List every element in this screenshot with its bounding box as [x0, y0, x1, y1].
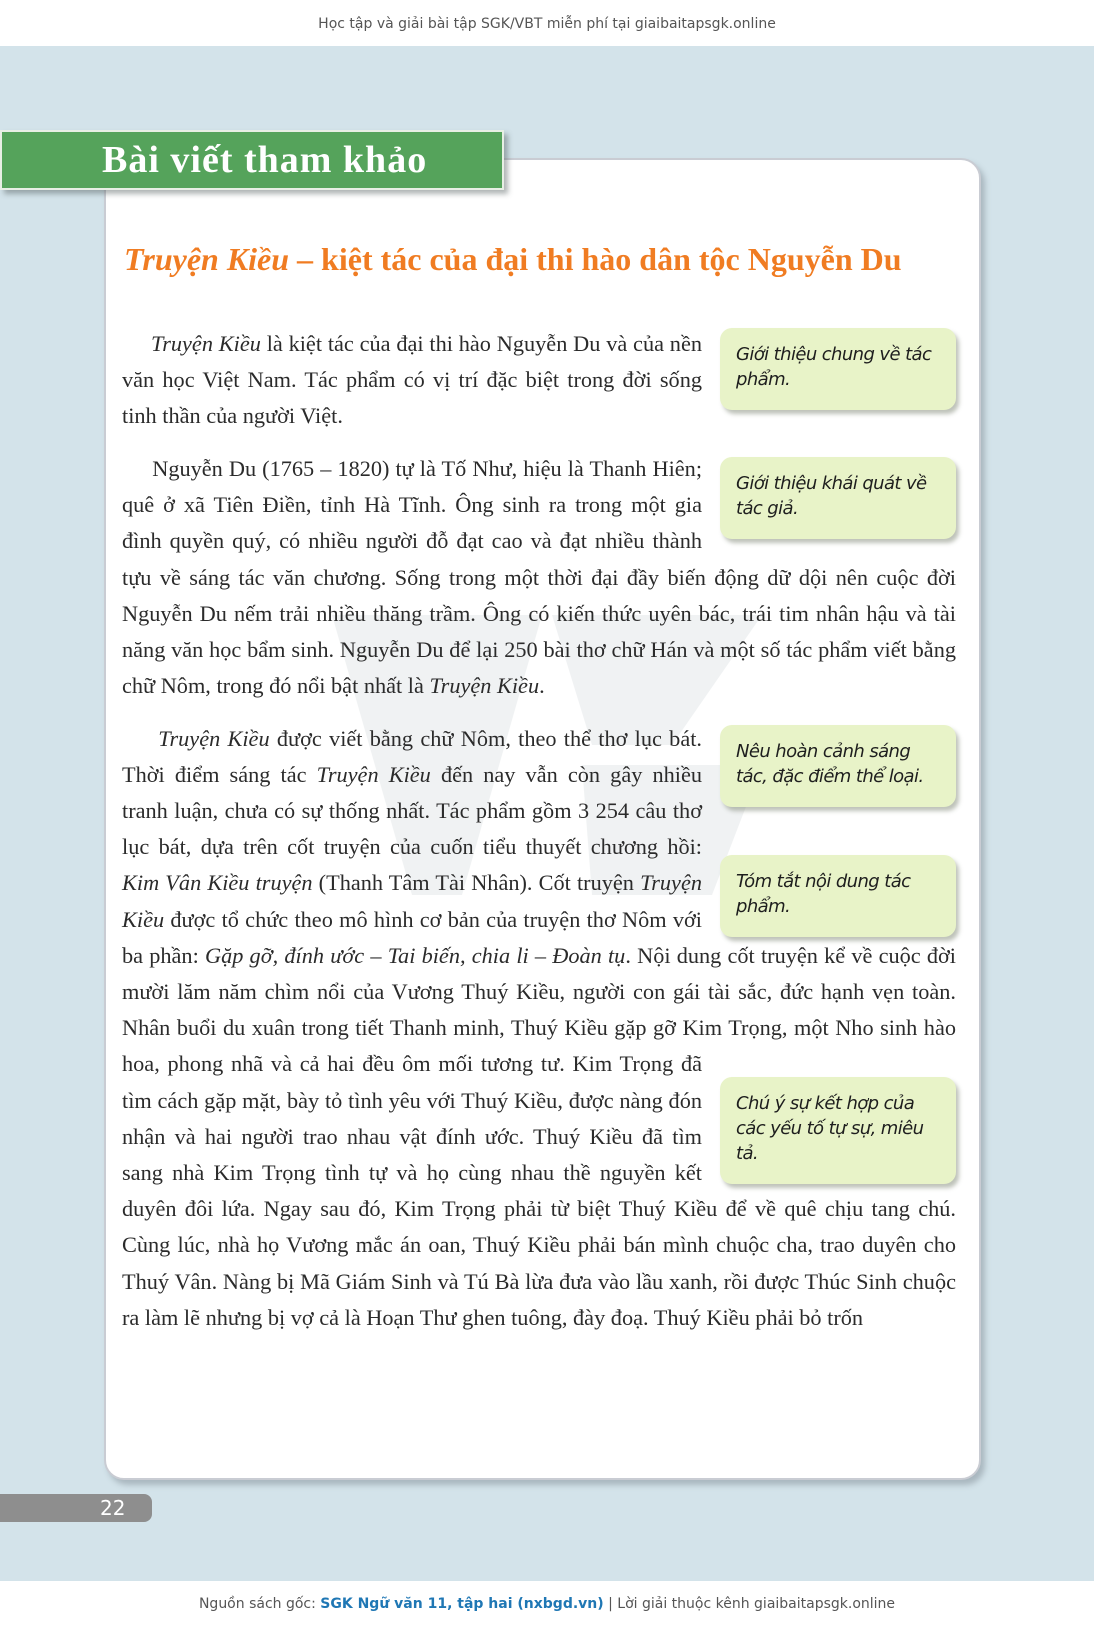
text-run: Nguyễn Du (1765 – 1820) tự là Tố Như, hiệu là Thanh Hiên; quê ở xã Tiên Điền, tỉnh Hà Tĩnh. Ông sinh ra trong một gia đình quyền quý, có nhiều người đỗ đạt cao và đạt nhiều thành tựu về sáng tác văn chương. Sống trong một thời đại đầy biến động dữ dội nên cuộc đời Nguyễn Du nếm trải nhiều thăng trầm. Ông có kiến thức uyên bác, trái tim nhân hậu và tài năng văn học bẩm sinh. Nguyễn Du để lại 250 bài thơ chữ Hán và một số tác phẩm viết bằng chữ Nôm, trong đó nổi bật nhất là — [122, 455, 956, 699]
text-run: được viết bằng chữ Nôm, theo thể thơ lục bát. Thời điểm sáng tác — [122, 725, 702, 787]
article-title-italic: Truyện Kiều — [124, 241, 290, 277]
footer-prefix: Nguồn sách gốc: — [198, 1596, 321, 1612]
footer-book-link[interactable]: SGK Ngữ văn 11, tập hai (nxbgd.vn) — [320, 1596, 604, 1612]
margin-note: Chú ý sự kết hợp của các yếu tố tự sự, miêu tả. — [720, 1077, 956, 1184]
article-title-rest: – kiệt tác của đại thi hào dân tộc Nguyễn Du — [289, 241, 902, 277]
paragraph-author — [122, 451, 956, 704]
text-run: được tổ chức theo mô hình cơ bản của truyện thơ Nôm với ba phần: — [122, 906, 702, 968]
paragraph-work — [122, 721, 956, 1336]
text-run: (Thanh Tâm Tài Nhân). Cốt truyện — [312, 870, 641, 896]
italic-title-run: Kim Vân Kiều truyện — [122, 870, 313, 896]
text-run: . — [539, 673, 545, 699]
italic-title-run: Truyện Kiều — [122, 870, 702, 932]
text-run: đến nay vẫn còn gây nhiều tranh luận, chưa có sự thống nhất. Tác phẩm gồm 3 254 câu thơ lục bát, dựa trên cốt truyện của cuốn tiểu thuyết chương hồi: — [122, 761, 703, 860]
margin-note: Tóm tắt nội dung tác phẩm. — [720, 855, 956, 937]
paragraph-intro — [122, 326, 956, 435]
site-header — [0, 0, 1094, 46]
section-banner-title: Bài viết tham khảo — [102, 139, 428, 181]
paragraph-text — [122, 331, 702, 428]
source-footer — [0, 1581, 1094, 1626]
italic-title-run: Truyện Kiều — [316, 761, 431, 787]
site-header-text: Học tập và giải bài tập SGK/VBT miễn phí tại giaibaitapsgk.online — [318, 16, 776, 32]
paragraph-text — [122, 726, 956, 1330]
margin-note: Nêu hoàn cảnh sáng tác, đặc điểm thể loại. — [720, 725, 956, 807]
article-title — [124, 234, 964, 284]
footer-suffix: | Lời giải thuộc kênh giaibaitapsgk.online — [603, 1596, 896, 1612]
margin-note: Giới thiệu khái quát về tác giả. — [720, 457, 956, 539]
text-run: là kiệt tác của đại thi hào Nguyễn Du và của nền văn học Việt Nam. Tác phẩm có vị trí đặc biệt trong đời sống tinh thần của người Việt. — [122, 331, 702, 429]
italic-title-run: Truyện Kiều — [429, 673, 540, 699]
article-body — [122, 326, 956, 1336]
italic-title-run: Truyện Kiều — [151, 331, 261, 356]
italic-title-run: Truyện Kiều — [158, 725, 270, 751]
page-number-tab — [0, 1494, 152, 1522]
page-number: 22 — [100, 1496, 126, 1520]
section-banner — [0, 130, 504, 190]
text-run: . Nội dung cốt truyện kể về cuộc đời mười lăm năm chìm nổi của Vương Thuý Kiều, người con gái tài sắc, đức hạnh vẹn toàn. Nhân buổi du xuân trong tiết Thanh minh, Thuý Kiều gặp gỡ Kim Trọng, một Nho sinh hào hoa, phong nhã và cả hai đều ôm mối tương tư. Kim Trọng đã tìm cách gặp mặt, bày tỏ tình yêu với Thuý Kiều, được nàng đón nhận và hai người trao nhau vật đính ước. Thuý Kiều đã tìm sang nhà Kim Trọng tình tự và họ cùng nhau thề nguyền kết duyên đôi lứa. Ngay sau đó, Kim Trọng phải từ biệt Thuý Kiều để về quê chịu tang chú. Cùng lúc, nhà họ Vương mắc án oan, Thuý Kiều phải bán mình chuộc cha, trao duyên cho Thuý Vân. Nàng bị Mã Giám Sinh và Tú Bà lừa đưa vào lầu xanh, rồi được Thúc Sinh chuộc ra làm lẽ nhưng bị vợ cả là Hoạn Thư ghen tuông, đày đoạ. Thuý Kiều phải bỏ trốn — [122, 942, 956, 1330]
italic-title-run: Gặp gỡ, đính ước – Tai biến, chia li – Đoàn tụ — [204, 942, 626, 968]
margin-note: Giới thiệu chung về tác phẩm. — [720, 328, 956, 410]
